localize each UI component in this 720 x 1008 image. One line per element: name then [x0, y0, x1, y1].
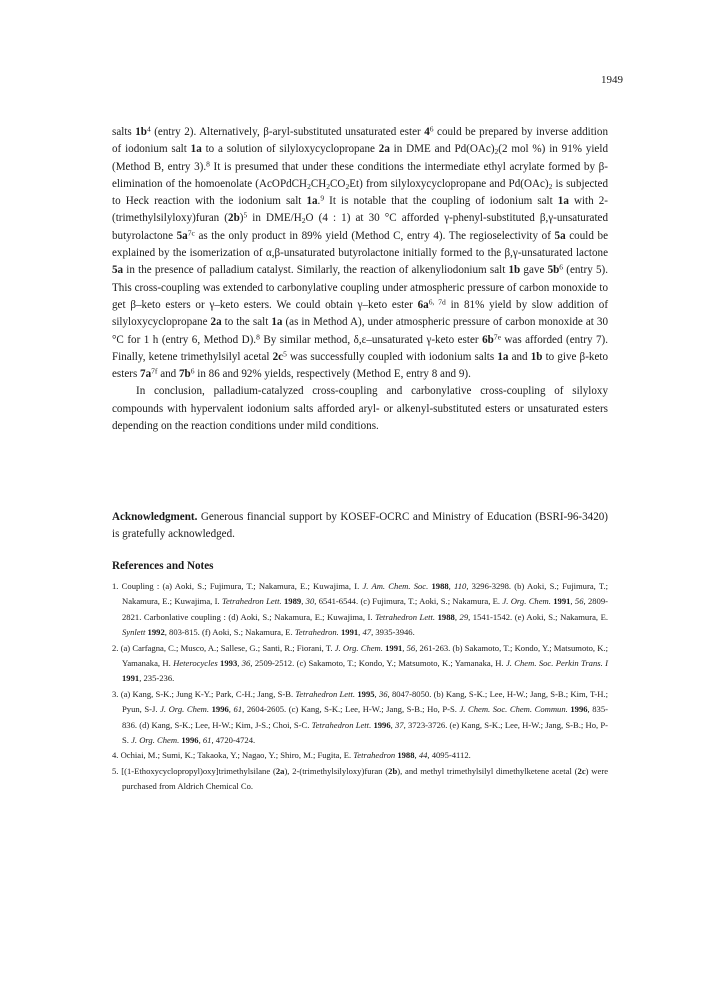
- references-list: [112, 579, 608, 795]
- reference-item: 2. (a) Carfagna, C.; Musco, A.; Sallese, G.; Santi, R.; Fiorani, T. J. Org. Chem. 1991, 56, 261-263. (b) Sakamoto, T.; Kondo, Y.; Matsumoto, K.; Yamanaka, H. Heterocycles 1993, 36, 2509-2512. (c) Sakamoto, T.; Kondo, Y.; Matsumoto, K.; Yamanaka, H. J. Chem. Soc. Perkin Trans. I 1991, 235-236.: [112, 642, 609, 684]
- paragraph-1: salts $1b^4$ (entry 2). Alternatively, β-aryl-substituted unsaturated ester $4^6$ could be prepared by inverse addition of iodonium salt 1a to a solution of silyloxycyclopropane 2a in DME and $Pd(OAc)_2(2$ mol %) in 91% yield (Method B, entry 3).$^8$ It is presumed that under these conditions the intermediate ethyl acrylate formed by β-elimination of the homoenolate $(AcOPdCH_2CH_2CO_2Et)$ from silyloxycyclopropane and $Pd(OAc)_2$ is subjected to Heck reaction with the iodonium salt 1a.$^9$ It is notable that the coupling of iodonium salt 1a with 2-(trimethylsilyloxy)furan $(2b)^5$ in DME/$H_2O$ (4 : 1) at 30 °C afforded γ-phenyl-substituted β,γ-unsaturated butyrolactone $5a^{7c}$ as the only product in 89% yield (Method C, entry 4). The regioselectivity of 5a could be explained by the isomerization of α,β-unsaturated butyrolactone initially formed to the β,γ-unsaturated lactone 5a in the presence of palladium catalyst. Similarly, the reaction of alkenyliodonium salt 1b gave $5b^6$ (entry 5). This cross-coupling was extended to carbonylative coupling under atmospheric pressure of carbon monoxide to get β–keto esters or γ–keto esters. We could obtain γ–keto ester $6a^{6, 7d}$ in 81% yield by slow addition of silyloxycyclopropane 2a to the salt 1a (as in Method A), under atmospheric pressure of carbon monoxide at 30 °C for 1 h (entry 6, Method D).$^8$ By similar method, δ,ε–unsaturated γ-keto ester $6b^{7e}$ was afforded (entry 7). Finally, ketene trimethylsilyl acetal $2c^5$ was successfully coupled with iodonium salts 1a and 1b to give β-keto esters $7a^{7f}$ and $7b^6$ in 86 and 92% yields, respectively (Method E, entry 8 and 9).: [112, 124, 609, 381]
- acknowledgment: [112, 509, 608, 544]
- body-text: [112, 124, 608, 435]
- acknowledgment-text: Generous financial support by KOSEF-OCRC and Ministry of Education (BSRI-96-3420) is gratefully acknowledged.: [112, 511, 608, 541]
- reference-item: 3. (a) Kang, S-K.; Jung K-Y.; Park, C-H.; Jang, S-B. Tetrahedron Lett. 1995, 36, 8047-8050. (b) Kang, S-K.; Lee, H-W.; Jang, S-B.; Kim, T-H.; Pyun, S-J. J. Org. Chem. 1996, 61, 2604-2605. (c) Kang, S-K.; Lee, H-W.; Jang, S-B.; Ho, P-S. J. Chem. Soc. Chem. Commun. 1996, 835-836. (d) Kang, S-K.; Lee, H-W.; Kim, J-S.; Choi, S-C. Tetrahedron Lett. 1996, 37, 3723-3726. (e) Kang, S-K.; Lee, H-W.; Jang, S-B.; Ho, P-S. J. Org. Chem. 1996, 61, 4720-4724.: [112, 688, 609, 746]
- paragraph-2: In conclusion, palladium-catalyzed cross-coupling and carbonylative cross-coupling of silyloxy compounds with hypervalent iodonium salts afforded aryl- or alkenyl-substituted esters or unsaturated esters depending on the reaction conditions under mild conditions.: [112, 385, 608, 433]
- reference-item: 1. Coupling : (a) Aoki, S.; Fujimura, T.; Nakamura, E.; Kuwajima, I. J. Am. Chem. Soc. 1988, 110, 3296-3298. (b) Aoki, S.; Fujimura, T.; Nakamura, E.; Kuwajima, I. Tetrahedron Lett. 1989, 30, 6541-6544. (c) Fujimura, T.; Aoki, S.; Nakamura, E. J. Org. Chem. 1991, 56, 2809-2821. Carbonlative coupling : (d) Aoki, S.; Nakamura, E.; Kuwajima, I. Tetrahedron Lett. 1988, 29, 1541-1542. (e) Aoki, S.; Nakamura, E. Synlett 1992, 803-815. (f) Aoki, S.; Nakamura, E. Tetrahedron. 1991, 47, 3935-3946.: [112, 581, 609, 638]
- reference-item: 5. [(1-Ethoxycyclopropyl)oxy]trimethylsilane (2a), 2-(trimethylsilyloxy)furan (2b), and methyl trimethylsilyl dimethylketene acetal (2c) were purchased from Aldrich Chemical Co.: [112, 765, 609, 792]
- references-heading: References and Notes: [112, 560, 214, 572]
- page-number: 1949: [601, 74, 623, 86]
- reference-item: 4. Ochiai, M.; Sumi, K.; Takaoka, Y.; Nagao, Y.; Shiro, M.; Fugita, E. Tetrahedron 1988, 44, 4095-4112.: [112, 750, 471, 761]
- acknowledgment-heading: Acknowledgment.: [112, 511, 198, 523]
